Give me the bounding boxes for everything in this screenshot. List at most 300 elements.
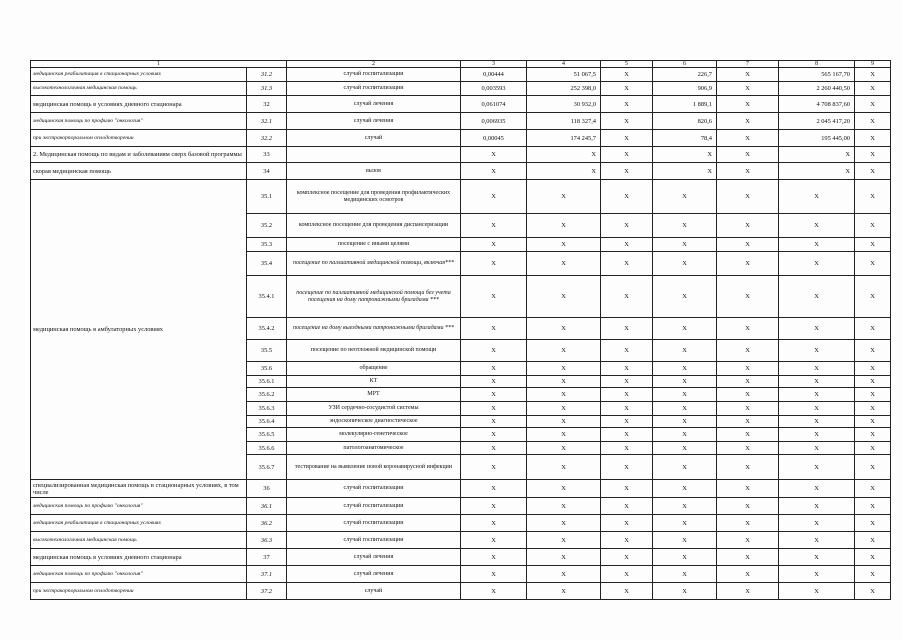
value-cell: X [855, 113, 891, 130]
value-cell: 226,7 [653, 68, 717, 82]
unit-cell: случай лечения [287, 96, 461, 113]
value-cell: X [653, 455, 717, 480]
row-number: 33 [247, 147, 287, 163]
unit-cell: посещение по паллиативной медицинской помощи без учета посещения на дому патронажными бригадами *** [287, 276, 461, 318]
row-number: 36.2 [247, 515, 287, 532]
unit-cell: случай лечения [287, 549, 461, 566]
value-cell: X [461, 276, 527, 318]
value-cell: X [653, 252, 717, 276]
unit-cell: случай лечения [287, 113, 461, 130]
value-cell: X [855, 252, 891, 276]
table-row [31, 68, 891, 82]
value-cell: 0,006935 [461, 113, 527, 130]
value-cell: X [855, 532, 891, 549]
value-cell: X [855, 388, 891, 402]
value-cell: X [653, 318, 717, 340]
value-cell: X [601, 113, 653, 130]
row-number: 35.2 [247, 214, 287, 238]
unit-cell: случай [287, 583, 461, 600]
value-cell: X [717, 416, 779, 428]
value-cell: X [717, 214, 779, 238]
value-cell: X [601, 252, 653, 276]
value-cell: X [461, 532, 527, 549]
value-cell: X [527, 532, 601, 549]
value-cell: X [717, 515, 779, 532]
value-cell: 2 260 440,50 [779, 82, 855, 96]
table-row [31, 113, 891, 130]
value-cell: X [461, 549, 527, 566]
row-label: медицинская помощь по профилю "онкология" [31, 498, 247, 515]
tariff-table [30, 60, 891, 600]
unit-cell: обращение [287, 362, 461, 376]
value-cell: X [601, 416, 653, 428]
value-cell: X [527, 276, 601, 318]
row-number: 35.6 [247, 362, 287, 376]
table-row [31, 480, 891, 498]
value-cell: X [653, 583, 717, 600]
value-cell: X [653, 362, 717, 376]
value-cell: X [653, 428, 717, 442]
value-cell: X [527, 163, 601, 180]
header-cell: 6 [653, 61, 717, 68]
value-cell: X [855, 82, 891, 96]
row-number: 35.1 [247, 180, 287, 214]
row-number: 35.6.7 [247, 455, 287, 480]
row-label: при экстракорпоральном оплодотворении [31, 130, 247, 147]
value-cell: X [779, 362, 855, 376]
table-row [31, 163, 891, 180]
value-cell: X [527, 402, 601, 416]
value-cell: X [601, 388, 653, 402]
table-row [31, 130, 891, 147]
value-cell: X [601, 480, 653, 498]
header-cell: 8 [779, 61, 855, 68]
unit-cell [287, 147, 461, 163]
value-cell: X [717, 442, 779, 455]
value-cell: X [779, 276, 855, 318]
value-cell: X [601, 68, 653, 82]
value-cell: X [601, 163, 653, 180]
value-cell: X [653, 147, 717, 163]
value-cell: X [779, 147, 855, 163]
row-number: 35.3 [247, 238, 287, 252]
unit-cell: УЗИ сердечно-сосудистой системы [287, 402, 461, 416]
value-cell: X [527, 376, 601, 388]
row-number: 37 [247, 549, 287, 566]
value-cell: X [855, 402, 891, 416]
header-cell: 9 [855, 61, 891, 68]
value-cell: X [527, 566, 601, 583]
value-cell: X [601, 276, 653, 318]
value-cell: X [601, 318, 653, 340]
value-cell: X [601, 180, 653, 214]
value-cell: X [779, 252, 855, 276]
value-cell: X [717, 180, 779, 214]
header-cell: 4 [527, 61, 601, 68]
value-cell: X [601, 515, 653, 532]
value-cell: X [855, 130, 891, 147]
row-number: 32.1 [247, 113, 287, 130]
value-cell: 252 398,0 [527, 82, 601, 96]
value-cell: 0,00444 [461, 68, 527, 82]
table-row [31, 82, 891, 96]
value-cell: X [717, 130, 779, 147]
value-cell: X [855, 498, 891, 515]
row-number: 35.6.4 [247, 416, 287, 428]
value-cell: 174 245,7 [527, 130, 601, 147]
value-cell: X [461, 163, 527, 180]
value-cell: X [717, 318, 779, 340]
value-cell: X [717, 113, 779, 130]
value-cell: X [779, 340, 855, 362]
table-row [31, 180, 891, 214]
value-cell: X [855, 68, 891, 82]
value-cell: 118 327,4 [527, 113, 601, 130]
unit-cell: вызов [287, 163, 461, 180]
value-cell: X [855, 549, 891, 566]
value-cell: X [601, 340, 653, 362]
row-number: 36.3 [247, 532, 287, 549]
value-cell: X [461, 455, 527, 480]
table-row [31, 498, 891, 515]
value-cell: X [461, 480, 527, 498]
value-cell: X [855, 566, 891, 583]
value-cell: X [601, 566, 653, 583]
value-cell: X [717, 376, 779, 388]
unit-cell: посещение по паллиативной медицинской помощи, включая*** [287, 252, 461, 276]
row-number: 37.1 [247, 566, 287, 583]
value-cell: 565 167,70 [779, 68, 855, 82]
value-cell: X [717, 388, 779, 402]
table-body [31, 61, 891, 600]
value-cell: X [855, 428, 891, 442]
value-cell: X [601, 402, 653, 416]
value-cell: X [527, 238, 601, 252]
value-cell: X [653, 549, 717, 566]
value-cell: X [779, 455, 855, 480]
row-label: медицинская помощь по профилю "онкология" [31, 113, 247, 130]
value-cell: X [461, 340, 527, 362]
row-label: медицинская помощь в условиях дневного стационара [31, 549, 247, 566]
row-number: 35.6.6 [247, 442, 287, 455]
value-cell: X [717, 68, 779, 82]
value-cell: 0,003593 [461, 82, 527, 96]
unit-cell: посещение по неотложной медицинской помощи [287, 340, 461, 362]
value-cell: X [527, 147, 601, 163]
row-label: медицинская помощь в условиях дневного стационара [31, 96, 247, 113]
value-cell: 195 445,00 [779, 130, 855, 147]
value-cell: 820,6 [653, 113, 717, 130]
header-cell: 1 [31, 61, 287, 68]
value-cell: X [779, 480, 855, 498]
row-number: 31.3 [247, 82, 287, 96]
value-cell: X [855, 583, 891, 600]
value-cell: 4 708 837,60 [779, 96, 855, 113]
value-cell: X [653, 276, 717, 318]
row-number: 35.4.2 [247, 318, 287, 340]
value-cell: X [527, 515, 601, 532]
value-cell: 1 889,1 [653, 96, 717, 113]
value-cell: X [527, 318, 601, 340]
row-label: специализированная медицинская помощь в стационарных условиях, в том числе [31, 480, 247, 498]
unit-cell: эндоскопическое диагностическое [287, 416, 461, 428]
value-cell: X [653, 498, 717, 515]
value-cell: X [527, 214, 601, 238]
row-label: высокотехнологичная медицинская помощь [31, 82, 247, 96]
value-cell: X [717, 532, 779, 549]
value-cell: X [601, 147, 653, 163]
value-cell: X [527, 428, 601, 442]
value-cell: 51 067,5 [527, 68, 601, 82]
value-cell: X [717, 583, 779, 600]
value-cell: X [527, 362, 601, 376]
value-cell: X [717, 340, 779, 362]
value-cell: X [461, 180, 527, 214]
row-number: 32.2 [247, 130, 287, 147]
value-cell: X [601, 549, 653, 566]
value-cell: X [653, 340, 717, 362]
row-number: 35.6.1 [247, 376, 287, 388]
row-number: 35.6.3 [247, 402, 287, 416]
value-cell: X [653, 388, 717, 402]
value-cell: X [855, 318, 891, 340]
row-number: 35.4.1 [247, 276, 287, 318]
header-cell: 7 [717, 61, 779, 68]
value-cell: X [779, 180, 855, 214]
value-cell: X [779, 549, 855, 566]
value-cell: X [717, 428, 779, 442]
value-cell: X [461, 238, 527, 252]
value-cell: X [601, 96, 653, 113]
value-cell: X [601, 498, 653, 515]
value-cell: X [717, 252, 779, 276]
value-cell: X [601, 130, 653, 147]
row-label: медицинская реабилитация в стационарных условиях [31, 68, 247, 82]
row-number: 36 [247, 480, 287, 498]
unit-cell: посещение с иными целями [287, 238, 461, 252]
value-cell: X [779, 402, 855, 416]
unit-cell: случай госпитализации [287, 68, 461, 82]
value-cell: X [653, 442, 717, 455]
value-cell: X [527, 180, 601, 214]
value-cell: X [855, 376, 891, 388]
unit-cell: комплексное посещение для проведения профилактических медицинских осмотров [287, 180, 461, 214]
value-cell: 30 932,0 [527, 96, 601, 113]
value-cell: X [461, 214, 527, 238]
unit-cell: комплексное посещение для проведения диспансеризации [287, 214, 461, 238]
row-number: 35.6.5 [247, 428, 287, 442]
value-cell: X [717, 238, 779, 252]
value-cell: X [779, 532, 855, 549]
unit-cell: случай госпитализации [287, 515, 461, 532]
value-cell: X [461, 318, 527, 340]
value-cell: X [461, 252, 527, 276]
value-cell: X [461, 402, 527, 416]
value-cell: X [653, 238, 717, 252]
value-cell: X [461, 147, 527, 163]
unit-cell: МРТ [287, 388, 461, 402]
value-cell: X [855, 455, 891, 480]
value-cell: X [717, 82, 779, 96]
table-row [31, 549, 891, 566]
value-cell: X [855, 416, 891, 428]
value-cell: X [855, 340, 891, 362]
value-cell: X [653, 532, 717, 549]
value-cell: X [855, 163, 891, 180]
row-number: 36.1 [247, 498, 287, 515]
value-cell: X [461, 498, 527, 515]
value-cell: X [601, 362, 653, 376]
value-cell: X [461, 416, 527, 428]
value-cell: 0,00045 [461, 130, 527, 147]
value-cell: X [653, 402, 717, 416]
value-cell: X [527, 549, 601, 566]
value-cell: X [779, 214, 855, 238]
value-cell: X [779, 416, 855, 428]
value-cell: X [779, 515, 855, 532]
header-cell: 5 [601, 61, 653, 68]
row-number: 34 [247, 163, 287, 180]
value-cell: X [653, 376, 717, 388]
value-cell: X [717, 96, 779, 113]
table-row [31, 583, 891, 600]
row-number: 32 [247, 96, 287, 113]
value-cell: X [717, 455, 779, 480]
value-cell: X [601, 82, 653, 96]
unit-cell: случай госпитализации [287, 498, 461, 515]
row-label: медицинская реабилитация в стационарных условиях [31, 515, 247, 532]
value-cell: X [461, 388, 527, 402]
row-number: 37.2 [247, 583, 287, 600]
value-cell: X [461, 428, 527, 442]
value-cell: 78,4 [653, 130, 717, 147]
row-number: 35.4 [247, 252, 287, 276]
value-cell: X [717, 498, 779, 515]
value-cell: X [601, 583, 653, 600]
value-cell: X [855, 276, 891, 318]
unit-cell: случай госпитализации [287, 82, 461, 96]
row-label: медицинская помощь по профилю "онкология" [31, 566, 247, 583]
value-cell: X [601, 455, 653, 480]
unit-cell: молекулярно-генетическое [287, 428, 461, 442]
unit-cell: патологоанатомическое [287, 442, 461, 455]
value-cell: X [779, 428, 855, 442]
value-cell: X [653, 214, 717, 238]
value-cell: X [653, 566, 717, 583]
header-cell: 3 [461, 61, 527, 68]
unit-cell: КТ [287, 376, 461, 388]
value-cell: X [601, 238, 653, 252]
value-cell: X [717, 276, 779, 318]
value-cell: X [527, 416, 601, 428]
value-cell: X [855, 515, 891, 532]
unit-cell: случай госпитализации [287, 480, 461, 498]
value-cell: X [855, 96, 891, 113]
value-cell: X [779, 498, 855, 515]
value-cell: X [653, 515, 717, 532]
value-cell: X [855, 362, 891, 376]
value-cell: 0,061074 [461, 96, 527, 113]
unit-cell: посещение на дому выездными патронажными бригадами *** [287, 318, 461, 340]
value-cell: X [653, 163, 717, 180]
row-label: при экстракорпоральном оплодотворении [31, 583, 247, 600]
value-cell: X [653, 416, 717, 428]
value-cell: X [527, 340, 601, 362]
value-cell: X [717, 163, 779, 180]
value-cell: X [653, 480, 717, 498]
value-cell: X [855, 238, 891, 252]
table-row [31, 96, 891, 113]
value-cell: X [855, 147, 891, 163]
value-cell: X [779, 238, 855, 252]
value-cell: X [717, 362, 779, 376]
table-row [31, 566, 891, 583]
value-cell: X [855, 442, 891, 455]
value-cell: X [779, 318, 855, 340]
value-cell: X [779, 583, 855, 600]
value-cell: X [779, 163, 855, 180]
row-group-label: медицинская помощь в амбулаторных условиях [31, 180, 247, 480]
unit-cell: случай [287, 130, 461, 147]
row-label: высокотехнологичная медицинская помощь [31, 532, 247, 549]
value-cell: 906,9 [653, 82, 717, 96]
table-row [31, 147, 891, 163]
value-cell: X [601, 442, 653, 455]
row-label: скорая медицинская помощь [31, 163, 247, 180]
value-cell: X [717, 480, 779, 498]
row-number: 35.6.2 [247, 388, 287, 402]
value-cell: 2 045 417,20 [779, 113, 855, 130]
value-cell: X [717, 402, 779, 416]
table-row [31, 515, 891, 532]
value-cell: X [527, 498, 601, 515]
value-cell: X [601, 532, 653, 549]
value-cell: X [779, 442, 855, 455]
value-cell: X [779, 388, 855, 402]
value-cell: X [527, 480, 601, 498]
unit-cell: случай лечения [287, 566, 461, 583]
value-cell: X [527, 252, 601, 276]
table-row [31, 532, 891, 549]
value-cell: X [461, 442, 527, 455]
value-cell: X [461, 515, 527, 532]
value-cell: X [855, 180, 891, 214]
value-cell: X [779, 376, 855, 388]
value-cell: X [717, 549, 779, 566]
row-label: 2. Медицинская помощь по видам и заболеваниям сверх базовой программы [31, 147, 247, 163]
value-cell: X [779, 566, 855, 583]
unit-cell: тестирование на выявление новой коронавирусной инфекции [287, 455, 461, 480]
header-cell: 2 [287, 61, 461, 68]
value-cell: X [601, 428, 653, 442]
value-cell: X [461, 376, 527, 388]
value-cell: X [527, 455, 601, 480]
value-cell: X [855, 214, 891, 238]
value-cell: X [717, 147, 779, 163]
value-cell: X [527, 583, 601, 600]
value-cell: X [601, 376, 653, 388]
row-number: 35.5 [247, 340, 287, 362]
unit-cell: случай госпитализации [287, 532, 461, 549]
row-number: 31.2 [247, 68, 287, 82]
value-cell: X [855, 480, 891, 498]
value-cell: X [461, 583, 527, 600]
value-cell: X [461, 362, 527, 376]
value-cell: X [601, 214, 653, 238]
value-cell: X [461, 566, 527, 583]
value-cell: X [527, 442, 601, 455]
header-row [31, 61, 891, 68]
